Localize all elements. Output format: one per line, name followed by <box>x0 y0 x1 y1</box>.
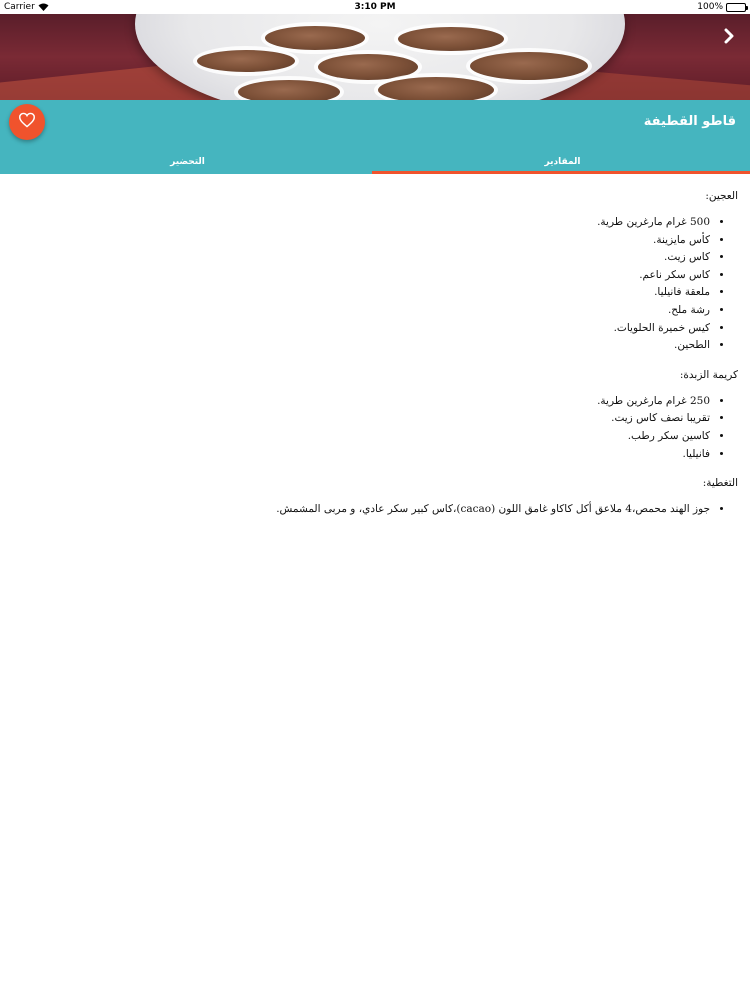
favorite-button[interactable] <box>9 104 45 140</box>
status-bar <box>0 0 750 14</box>
list-item: • رشة ملح. <box>38 302 710 320</box>
tab-ingredients[interactable]: المقادير <box>544 157 581 167</box>
butter-cream-list <box>38 393 738 463</box>
tab-preparation[interactable]: التحضير <box>170 157 205 167</box>
recipe-title: قاطو القطيفة <box>643 114 736 129</box>
list-item: • كاسين سكر رطب. <box>38 428 710 446</box>
recipe-photo <box>0 14 750 100</box>
list-item: • فانيليا. <box>38 446 710 464</box>
ingredients-content <box>38 190 738 533</box>
heart-icon <box>18 112 36 132</box>
battery-percent: 100% <box>697 2 723 12</box>
list-item: • كاس سكر ناعم. <box>38 267 710 285</box>
section-heading-topping: التغطية: <box>702 477 738 490</box>
section-heading-dough: العجين: <box>705 190 738 202</box>
status-time: 3:10 PM <box>354 2 396 12</box>
list-item: • جوز الهند محمص،4 ملاعق أكل كاكاو غامق اللون (cacao)،كاس كبير سكر عادي، و مربى المشمش. <box>38 501 710 519</box>
list-item: • كأس مايزينة. <box>38 232 710 250</box>
dough-list <box>38 214 738 355</box>
list-item: • 250 غرام مارغرين طرية. <box>38 393 710 411</box>
list-item: • كاس زيت. <box>38 249 710 267</box>
tab-selected-indicator <box>372 171 750 174</box>
chevron-right-icon[interactable] <box>722 28 736 44</box>
title-bar <box>0 100 750 148</box>
list-item: • تقريبا نصف كاس زيت. <box>38 410 710 428</box>
battery-icon <box>726 3 746 12</box>
list-item: • 500 غرام مارغرين طرية. <box>38 214 710 232</box>
carrier-label: Carrier <box>4 2 35 12</box>
list-item: • كيس خميرة الحلويات. <box>38 320 710 338</box>
section-heading-butter-cream: كريمة الزبدة: <box>679 368 738 381</box>
status-right <box>697 0 746 14</box>
list-item: • ملعقة فانيليا. <box>38 284 710 302</box>
list-item: • الطحين. <box>38 337 710 355</box>
topping-list <box>38 501 738 519</box>
